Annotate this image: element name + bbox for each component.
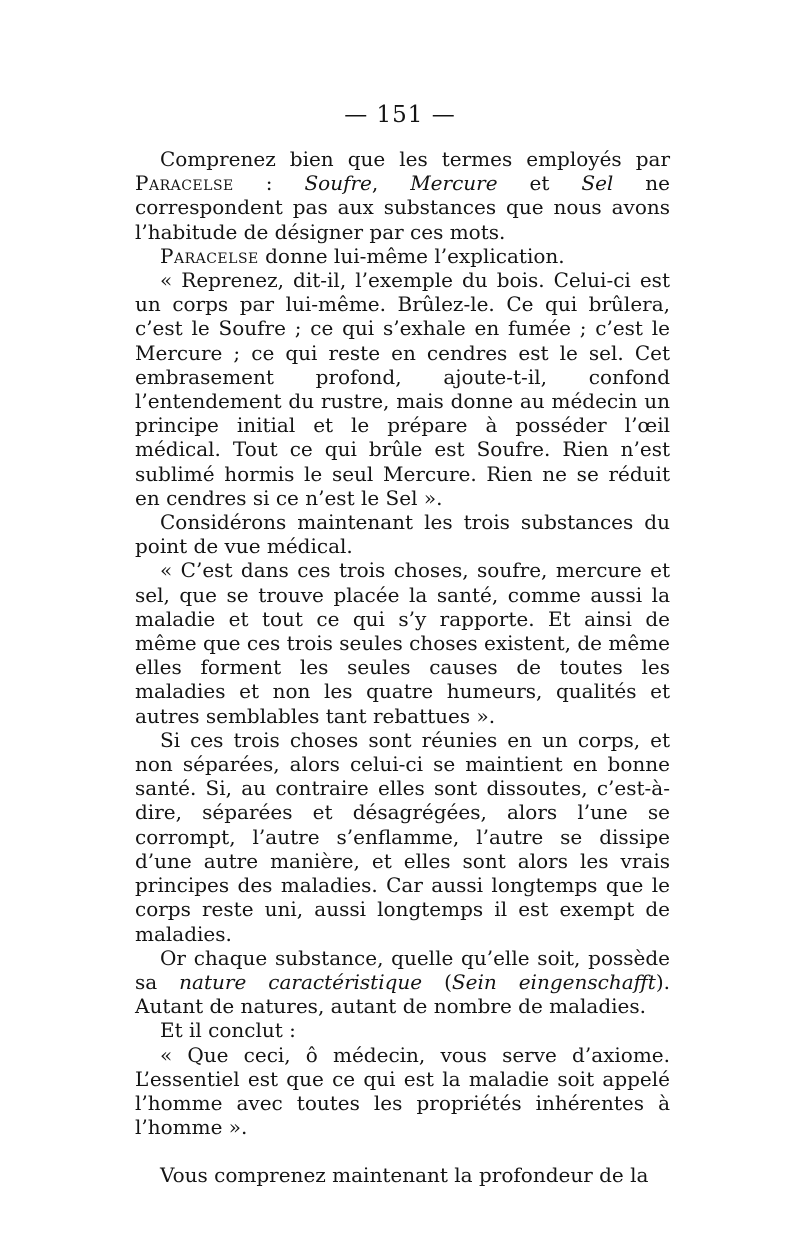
paragraph-4: Considérons maintenant les trois substances du point de vue médical. (135, 510, 670, 559)
italic-term-2: Sein eingenschafft (451, 969, 656, 994)
author-name: Paracelse (160, 243, 259, 268)
paragraph-10: Vous comprenez maintenant la profondeur de la (160, 1163, 649, 1188)
paragraph-1-text-e: ne correspondent pas aux substances que nous avons l’habitude de désigner par ces mots. (135, 171, 670, 244)
paragraph-1 (135, 147, 670, 244)
paragraph-3: « Reprenez, dit-il, l’exemple du bois. Celui-ci est un corps par lui-même. Brûlez-le. Ce qui brûlera, c’est le Soufre ; ce qui s’exhale en fumée ; c’est le Mercure ; ce qui reste en cendres est le sel. Cet embrasement profond, ajoute-t-il, confond l’entendement du rustre, mais donne au médecin un principe initial et le prépare à posséder l’œil médical. Tout ce qui brûle est Soufre. Rien n’est sublimé hormis le seul Mercure. Rien ne se réduit en cendres si ce n’est le Sel ». (135, 268, 670, 510)
author-name: Paracelse (135, 171, 234, 196)
page-number: — 151 — (344, 102, 456, 128)
body-text (135, 147, 670, 1188)
paragraph-1-text-c: , (371, 171, 411, 196)
paragraph-7 (135, 946, 670, 1019)
paragraph-7-text-c: ). Autant de natures, autant de nombre de maladies. (135, 969, 670, 1019)
term-mercure: Mercure (410, 171, 498, 196)
term-sel: Sel (581, 171, 614, 196)
paragraph-6: Si ces trois choses sont réunies en un corps, et non séparées, alors celui-ci se maintient en bonne santé. Si, au contraire elles sont dissoutes, c’est-à-dire, séparées et désagrégées, alors l’une se corrompt, l’autre s’enflamme, l’autre se dissipe d’une autre manière, et elles sont alors les vrais principes des maladies. Car aussi longtemps que le corps reste uni, aussi longtemps il est exempt de maladies. (135, 727, 670, 946)
paragraph-2 (135, 244, 670, 268)
paragraph-5: « C’est dans ces trois choses, soufre, mercure et sel, que se trouve placée la santé, comme aussi la maladie et tout ce qui s’y rapporte. Et ainsi de même que ces trois seules choses existent, de même elles forment les seules causes de toutes les maladies et non les quatre humeurs, qualités et autres semblables tant rebattues ». (135, 558, 670, 728)
paragraph-1-text-b: : (233, 171, 305, 196)
paragraph-2-text: donne lui-même l’explication. (258, 243, 565, 268)
paragraph-8: Et il conclut : (160, 1018, 296, 1043)
paragraph-1-text-d: et (497, 171, 582, 196)
paragraph-1-text-a: Comprenez bien que les termes employés par (160, 147, 670, 171)
paragraph-7-text-a: Or chaque substance, quelle qu’elle soit, possède sa (135, 945, 670, 994)
paragraph-9: « Que ceci, ô médecin, vous serve d’axiome. L’essentiel est que ce qui est la maladie soit appelé l’homme avec toutes les propriétés inhérentes à l’homme ». (135, 1042, 670, 1140)
italic-term-1: nature caractéristique (179, 969, 423, 994)
paragraph-7-text-b: ( (422, 969, 452, 994)
term-soufre: Soufre (304, 171, 372, 196)
